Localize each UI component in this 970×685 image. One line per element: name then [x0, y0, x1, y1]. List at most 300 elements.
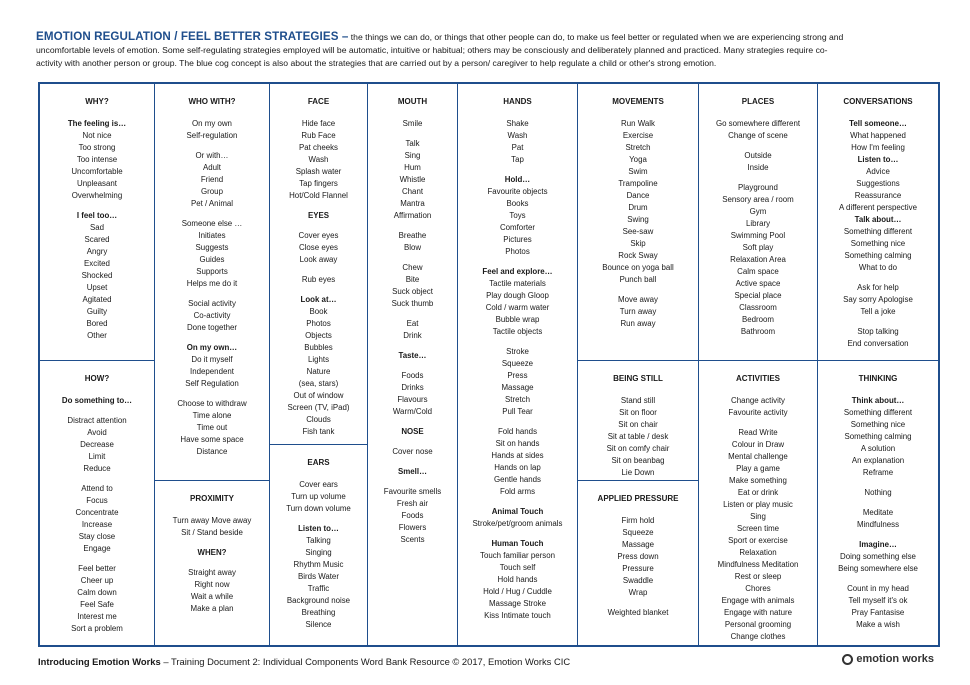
section-list	[818, 118, 938, 350]
list-spacer	[818, 274, 938, 282]
list-item: Special place	[734, 291, 782, 300]
section-list	[578, 118, 698, 330]
list-item: Self Regulation	[185, 379, 239, 388]
list-subheading: Taste…	[398, 351, 427, 360]
list-item: Books	[506, 199, 529, 208]
list-item: Tell a joke	[860, 307, 896, 316]
column-who-with	[155, 84, 270, 645]
list-item: Skip	[630, 239, 646, 248]
list-item: Rub eyes	[301, 275, 336, 284]
list-item: Clouds	[306, 415, 331, 424]
list-item: Chew	[402, 263, 423, 272]
list-item: Favourite objects	[487, 187, 548, 196]
list-item: How I'm feeling	[851, 143, 905, 152]
list-item: Smile	[402, 119, 423, 128]
list-item: Book	[309, 307, 328, 316]
list-item: Shake	[506, 119, 529, 128]
list-spacer	[40, 202, 154, 210]
list-item: Guilty	[86, 307, 108, 316]
list-item: Pray Fantasise	[851, 608, 905, 617]
list-item: Angry	[86, 247, 108, 256]
list-item: Make something	[729, 476, 787, 485]
list-subheading: Imagine…	[859, 540, 897, 549]
list-spacer	[155, 539, 269, 547]
list-item: Sit at table / desk	[607, 432, 669, 441]
footer-title: Introducing Emotion Works	[38, 656, 161, 667]
list-item: Toys	[509, 211, 526, 220]
list-item: Uncomfortable	[71, 167, 123, 176]
list-subheading: Listen to…	[298, 524, 339, 533]
list-item: Sit on hands	[495, 439, 540, 448]
list-item: Squeeze	[622, 528, 654, 537]
list-item: Active space	[735, 279, 781, 288]
list-item: Tap fingers	[299, 179, 338, 188]
list-spacer	[818, 318, 938, 326]
list-item: Lie Down	[621, 468, 655, 477]
list-item: Comforter	[499, 223, 536, 232]
list-item: Focus	[86, 496, 108, 505]
intro-line-3: activity with another person or group. The blue cog concept is also about the strategies that are carried out by a person/ caregiver to help regulate a child or other's strong emotion.	[36, 58, 717, 68]
section-hands	[458, 96, 577, 622]
list-item: Hum	[404, 163, 421, 172]
list-item: Tactile objects	[492, 327, 543, 336]
list-item: Rub Face	[301, 131, 336, 140]
list-item: Hands on lap	[494, 463, 541, 472]
list-item: Look away	[299, 255, 338, 264]
list-item: Bubble wrap	[495, 315, 540, 324]
list-item: Drum	[628, 203, 648, 212]
list-item: On my own	[192, 119, 232, 128]
list-item: Outside	[744, 151, 772, 160]
section-applied-pressure	[578, 480, 698, 619]
section-list	[270, 479, 367, 631]
section-heading: PLACES	[741, 97, 775, 106]
section-list	[699, 395, 817, 643]
footer	[38, 656, 570, 667]
list-spacer	[155, 290, 269, 298]
list-spacer	[368, 438, 457, 446]
list-item: Something calming	[844, 251, 912, 260]
list-item: Nature	[306, 367, 331, 376]
list-item: Massage	[501, 383, 534, 392]
list-item: Engage with nature	[724, 608, 792, 617]
list-item: Chores	[745, 584, 771, 593]
list-item: Turn up volume	[291, 492, 346, 501]
list-item: Wrap	[628, 588, 648, 597]
list-spacer	[40, 475, 154, 483]
list-item: Friend	[200, 175, 224, 184]
list-subheading: Talk about…	[854, 215, 902, 224]
list-item: Sing	[404, 151, 421, 160]
list-subheading: Think about…	[851, 396, 905, 405]
list-item: Not nice	[82, 131, 112, 140]
list-item: Cheer up	[80, 576, 114, 585]
list-item: Sing	[750, 512, 766, 521]
section-heading: EARS	[307, 458, 330, 467]
section-who-with	[155, 96, 269, 458]
list-item: Something different	[843, 227, 913, 236]
list-item: Rhythm Music	[293, 560, 344, 569]
list-item: Tap	[511, 155, 524, 164]
list-spacer	[458, 258, 577, 266]
list-spacer	[40, 555, 154, 563]
list-item: Bite	[405, 275, 420, 284]
list-item: Splash water	[295, 167, 342, 176]
list-subheading: The feeling is…	[67, 119, 127, 128]
list-item: Sit / Stand beside	[181, 528, 243, 537]
section-list	[699, 118, 817, 338]
list-item: Listen or play music	[723, 500, 793, 509]
list-item: Too intense	[76, 155, 118, 164]
list-item: Favourite smells	[383, 487, 442, 496]
list-item: Foods	[401, 371, 424, 380]
list-item: Increase	[81, 520, 113, 529]
list-item: Screen (TV, iPad)	[287, 403, 350, 412]
list-spacer	[270, 202, 367, 210]
section-thinking	[818, 360, 938, 631]
list-subheading: On my own…	[186, 343, 238, 352]
list-item: Cold / warm water	[485, 303, 550, 312]
list-item: Stroke	[506, 347, 529, 356]
list-spacer	[458, 530, 577, 538]
list-item: Sit on comfy chair	[606, 444, 670, 453]
list-subheading: Listen to…	[857, 155, 899, 164]
list-item: Colour in Draw	[731, 440, 785, 449]
list-item: Scents	[400, 535, 425, 544]
section-heading: FACE	[307, 97, 330, 106]
list-item: Concentrate	[75, 508, 119, 517]
list-item: Too strong	[78, 143, 116, 152]
list-item: Helps me do it	[186, 279, 238, 288]
section-how	[40, 360, 154, 635]
list-item: Sit on chair	[618, 420, 658, 429]
list-item: Engage	[83, 544, 111, 553]
list-item: What happened	[850, 131, 906, 140]
list-spacer	[818, 499, 938, 507]
emotion-works-logo	[842, 653, 934, 665]
list-item: Squeeze	[501, 359, 534, 368]
list-item: Cover nose	[392, 447, 433, 456]
list-item: Adult	[203, 163, 221, 172]
list-item: Rest or sleep	[734, 572, 782, 581]
list-item: Move away	[618, 295, 658, 304]
list-item: Being somewhere else	[838, 564, 918, 573]
list-item: Dance	[626, 191, 650, 200]
list-item: Reframe	[862, 468, 894, 477]
list-item: Rock Sway	[618, 251, 658, 260]
section-list	[818, 395, 938, 631]
list-item: Screen time	[736, 524, 780, 533]
list-item: Play a game	[736, 464, 780, 473]
section-being-still	[578, 360, 698, 479]
list-item: Library	[745, 219, 771, 228]
list-item: Talking	[306, 536, 331, 545]
section-list	[578, 395, 698, 479]
list-item: Swim	[628, 167, 648, 176]
list-item: Run away	[620, 319, 656, 328]
list-item: Decrease	[80, 440, 114, 449]
list-item: Sort a problem	[71, 624, 123, 633]
list-item: Overwhelming	[71, 191, 123, 200]
list-item: Swaddle	[622, 576, 654, 585]
list-spacer	[368, 478, 457, 486]
section-heading: WHY?	[85, 97, 109, 106]
list-item: Distract attention	[67, 416, 127, 425]
list-item: Pat cheeks	[298, 143, 339, 152]
header	[36, 30, 938, 70]
list-subheading: Human Touch	[491, 539, 544, 548]
list-item: Upset	[86, 283, 108, 292]
column-places	[699, 84, 818, 645]
section-conversations	[818, 96, 938, 350]
list-item: Suggests	[195, 243, 229, 252]
list-item: Excited	[84, 259, 110, 268]
list-subheading: Look at…	[300, 295, 337, 304]
intro-line-2: uncomfortable levels of emotion. Some self-regulating strategies employed will be automatic, intuitive or habitual; others may be consciously and deliberately planned and practiced. Many strategies require co-	[36, 45, 828, 55]
list-spacer	[578, 286, 698, 294]
list-spacer	[155, 390, 269, 398]
list-spacer	[270, 266, 367, 274]
list-item: Suggestions	[856, 179, 900, 188]
list-item: Wait a while	[190, 592, 234, 601]
list-subheading: Tell someone…	[849, 119, 907, 128]
list-item: Reassurance	[854, 191, 902, 200]
list-item: What to do	[858, 263, 898, 272]
section-ears	[270, 444, 367, 631]
list-item: Background noise	[286, 596, 351, 605]
list-item: Something nice	[850, 239, 906, 248]
list-spacer	[458, 338, 577, 346]
list-item: Tactile materials	[489, 279, 546, 288]
list-item: Supports	[196, 267, 228, 276]
list-item: Make a wish	[856, 620, 900, 629]
list-item: Stroke/pet/groom animals	[472, 519, 563, 528]
list-spacer	[818, 479, 938, 487]
list-item: Group	[201, 187, 223, 196]
list-item: Interest me	[77, 612, 117, 621]
list-spacer	[155, 210, 269, 218]
list-item: Objects	[305, 331, 332, 340]
list-item: Inside	[747, 163, 769, 172]
list-item: Blow	[403, 243, 422, 252]
list-item: See-saw	[622, 227, 654, 236]
list-item: Breathe	[398, 231, 427, 240]
section-heading: WHO WITH?	[188, 97, 236, 106]
section-heading: HOW?	[84, 374, 110, 383]
section-heading: MOUTH	[397, 97, 428, 106]
list-item: Lights	[307, 355, 330, 364]
section-list	[40, 395, 154, 635]
list-item: Mindfulness	[856, 520, 900, 529]
list-item: Drink	[403, 331, 422, 340]
list-item: Scared	[84, 235, 110, 244]
list-spacer	[368, 310, 457, 318]
list-item: Right now	[194, 580, 230, 589]
list-item: Something nice	[850, 420, 906, 429]
list-item: Hot/Cold Flannel	[289, 191, 348, 200]
list-item: A different perspective	[839, 203, 917, 212]
list-subheading: Smell…	[398, 467, 427, 476]
list-item: Choose to withdraw	[177, 399, 247, 408]
list-item: Nothing	[864, 488, 892, 497]
list-subheading: I feel too…	[76, 211, 118, 220]
list-item: Suck object	[392, 287, 433, 296]
section-list	[578, 515, 698, 619]
list-item: Hide face	[301, 119, 336, 128]
list-item: Press down	[617, 552, 659, 561]
list-item: Chant	[401, 187, 424, 196]
section-heading: CONVERSATIONS	[843, 97, 913, 106]
list-item: Talk	[405, 139, 420, 148]
list-spacer	[155, 559, 269, 567]
list-item: Swing	[627, 215, 649, 224]
column-hands	[458, 84, 578, 645]
list-item: Change clothes	[730, 632, 786, 641]
section-proximity	[155, 480, 269, 615]
list-item: Stop talking	[857, 327, 899, 336]
list-item: Count in my head	[847, 584, 909, 593]
list-item: Sit on beanbag	[611, 456, 665, 465]
list-item: Stand still	[620, 396, 656, 405]
list-item: A solution	[860, 444, 896, 453]
list-item: Sensory area / room	[722, 195, 794, 204]
list-spacer	[458, 418, 577, 426]
list-subheading: Hold…	[504, 175, 531, 184]
list-item: Foods	[401, 511, 424, 520]
section-list	[368, 118, 457, 546]
section-activities	[699, 360, 817, 643]
footer-text: – Training Document 2: Individual Components Word Bank Resource © 2017, Emotion Works CIC	[160, 656, 571, 667]
list-spacer	[368, 254, 457, 262]
list-item: Read Write	[738, 428, 778, 437]
list-spacer	[818, 575, 938, 583]
page-title: EMOTION REGULATION / FEEL BETTER STRATEGIES –	[36, 30, 349, 43]
list-item: Wash	[507, 131, 528, 140]
list-subheading: Animal Touch	[491, 507, 544, 516]
section-heading: ACTIVITIES	[735, 374, 780, 383]
list-item: Hands at sides	[491, 451, 544, 460]
list-spacer	[368, 222, 457, 230]
section-list	[270, 118, 367, 438]
list-item: Affirmation	[393, 211, 432, 220]
list-item: Playground	[738, 183, 778, 192]
list-item: Sport or exercise	[728, 536, 788, 545]
list-item: Meditate	[862, 508, 894, 517]
list-subheading: EYES	[307, 211, 330, 220]
list-item: Stretch	[625, 143, 651, 152]
list-item: Or with…	[195, 151, 229, 160]
list-item: Punch ball	[619, 275, 657, 284]
list-item: Turn down volume	[286, 504, 351, 513]
list-item: Touch self	[499, 563, 536, 572]
list-item: Mental challenge	[728, 452, 788, 461]
list-item: Photos	[505, 247, 530, 256]
list-item: Stay close	[78, 532, 116, 541]
list-spacer	[270, 515, 367, 523]
section-movements	[578, 96, 698, 330]
list-item: Bathroom	[740, 327, 776, 336]
list-item: (sea, stars)	[298, 379, 339, 388]
list-spacer	[578, 599, 698, 607]
list-item: Photos	[306, 319, 331, 328]
list-item: Singing	[305, 548, 332, 557]
list-item: Weighted blanket	[607, 608, 669, 617]
intro-line-1: the things we can do, or things that other people can do, to make us feel better or regulated when we are experiencing strong and	[348, 32, 844, 42]
list-item: Whistle	[399, 175, 426, 184]
list-spacer	[270, 286, 367, 294]
list-item: Cover ears	[299, 480, 338, 489]
list-item: Attend to	[81, 484, 113, 493]
logo-text: emotion works	[856, 653, 934, 665]
section-why	[40, 96, 154, 342]
column-mouth	[368, 84, 458, 645]
list-item: Mindfulness Meditation	[717, 560, 799, 569]
column-conversations	[818, 84, 938, 645]
list-spacer	[368, 362, 457, 370]
list-item: Self-regulation	[186, 131, 238, 140]
list-item: Classroom	[739, 303, 777, 312]
list-spacer	[699, 419, 817, 427]
list-item: Avoid	[87, 428, 107, 437]
list-item: Exercise	[622, 131, 654, 140]
list-subheading: WHEN?	[197, 548, 227, 557]
list-spacer	[368, 130, 457, 138]
list-item: Kiss Intimate touch	[484, 611, 551, 620]
list-item: Close eyes	[298, 243, 339, 252]
column-why-how	[40, 84, 155, 645]
list-item: Breathing	[301, 608, 336, 617]
list-item: An explanation	[851, 456, 905, 465]
list-item: Fold hands	[497, 427, 538, 436]
list-item: Bedroom	[741, 315, 775, 324]
list-item: Press	[507, 371, 528, 380]
list-item: Sad	[89, 223, 105, 232]
list-item: Pull Tear	[502, 407, 533, 416]
list-item: Change of scene	[728, 131, 788, 140]
section-heading: HANDS	[503, 97, 532, 106]
list-item: Calm down	[77, 588, 117, 597]
list-item: Fresh air	[396, 499, 429, 508]
section-list	[458, 118, 577, 622]
list-item: Drinks	[401, 383, 424, 392]
list-subheading: Do something to…	[61, 396, 133, 405]
list-item: Other	[87, 331, 107, 340]
list-item: Something calming	[844, 432, 912, 441]
section-heading: PROXIMITY	[189, 494, 234, 503]
list-item: Fish tank	[302, 427, 335, 436]
section-heading: THINKING	[858, 374, 898, 383]
list-item: Mantra	[400, 199, 425, 208]
list-item: Silence	[305, 620, 332, 629]
list-item: Someone else …	[181, 219, 243, 228]
list-item: Change activity	[731, 396, 785, 405]
list-item: Personal grooming	[724, 620, 792, 629]
list-item: Soft play	[742, 243, 774, 252]
list-item: Engage with animals	[721, 596, 795, 605]
cog-icon	[842, 654, 853, 665]
section-list	[40, 118, 154, 342]
list-item: End conversation	[847, 339, 909, 348]
list-item: Turn away	[619, 307, 657, 316]
section-heading: MOVEMENTS	[612, 97, 664, 106]
list-item: Guides	[199, 255, 225, 264]
list-item: Time alone	[192, 411, 232, 420]
list-item: Wash	[308, 155, 329, 164]
list-item: Pressure	[622, 564, 654, 573]
list-item: Feel better	[78, 564, 116, 573]
list-spacer	[368, 342, 457, 350]
list-item: Favourite activity	[728, 408, 788, 417]
